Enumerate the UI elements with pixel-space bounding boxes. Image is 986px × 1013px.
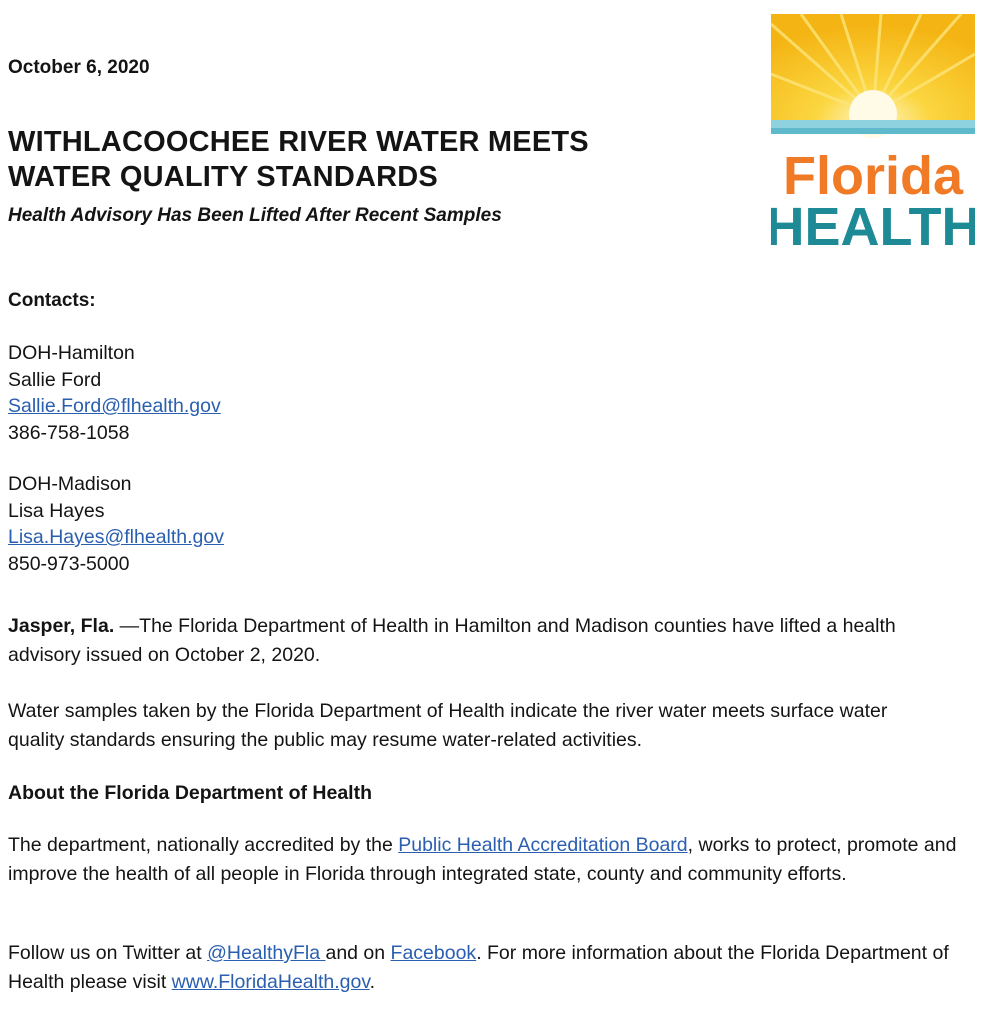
paragraph-text: and on bbox=[325, 942, 391, 964]
headline-line-1: WITHLACOOCHEE RIVER WATER MEETS bbox=[8, 126, 589, 158]
contact-email-link[interactable]: Sallie.Ford@flhealth.gov bbox=[8, 395, 221, 417]
headline-line-2: WATER QUALITY STANDARDS bbox=[8, 161, 438, 193]
florida-health-logo-graphic bbox=[771, 14, 975, 248]
website-link[interactable]: www.FloridaHealth.gov bbox=[171, 971, 370, 993]
paragraph-text: . bbox=[369, 971, 376, 993]
release-date: October 6, 2020 bbox=[8, 57, 150, 78]
logo-word-health: HEALTH bbox=[771, 197, 975, 248]
body-paragraph-2: Water samples taken by the Florida Department of Health indicate the river water meets surface water quality standards ensuring the public may resume water-related activities. bbox=[8, 700, 888, 751]
twitter-link[interactable]: @HealthyFla bbox=[207, 942, 326, 964]
dateline: Jasper, Fla. bbox=[8, 615, 115, 637]
paragraph-text: Follow us on Twitter at bbox=[8, 942, 208, 964]
paragraph-text: —The Florida Department of Health in Hamilton and Madison counties have lifted a health advisory issued on October 2, 2020. bbox=[8, 615, 896, 666]
paragraph-text: The department, nationally accredited by the bbox=[8, 834, 399, 856]
headline bbox=[8, 125, 589, 195]
contact-name: Lisa Hayes bbox=[8, 499, 105, 522]
contact-office: DOH-Hamilton bbox=[8, 342, 135, 364]
florida-health-logo bbox=[771, 14, 975, 248]
logo-word-florida: Florida bbox=[782, 146, 964, 206]
contacts-heading: Contacts: bbox=[8, 290, 96, 311]
contact-block bbox=[8, 340, 221, 446]
body-paragraph-4 bbox=[8, 939, 978, 997]
phab-link[interactable]: Public Health Accreditation Board bbox=[398, 834, 688, 856]
contact-phone: 386-758-1058 bbox=[8, 421, 130, 444]
body-paragraph-1 bbox=[8, 612, 928, 670]
contact-email-link[interactable]: Lisa.Hayes@flhealth.gov bbox=[8, 526, 224, 548]
about-heading: About the Florida Department of Health bbox=[8, 782, 373, 804]
subheadline: Health Advisory Has Been Lifted After Recent Samples bbox=[8, 205, 502, 226]
paragraph-text: , works to protect, promote and improve the health of all people in Florida through integrated state, county and community efforts. bbox=[8, 834, 957, 885]
facebook-link[interactable]: Facebook bbox=[390, 942, 477, 964]
contact-name: Sallie Ford bbox=[8, 368, 102, 391]
contact-block bbox=[8, 471, 224, 577]
contact-phone: 850-973-5000 bbox=[8, 552, 130, 575]
paragraph-text: . For more information about the Florida Department of Health please visit bbox=[8, 942, 949, 993]
contact-office: DOH-Madison bbox=[8, 473, 132, 495]
body-paragraph-3 bbox=[8, 831, 978, 889]
